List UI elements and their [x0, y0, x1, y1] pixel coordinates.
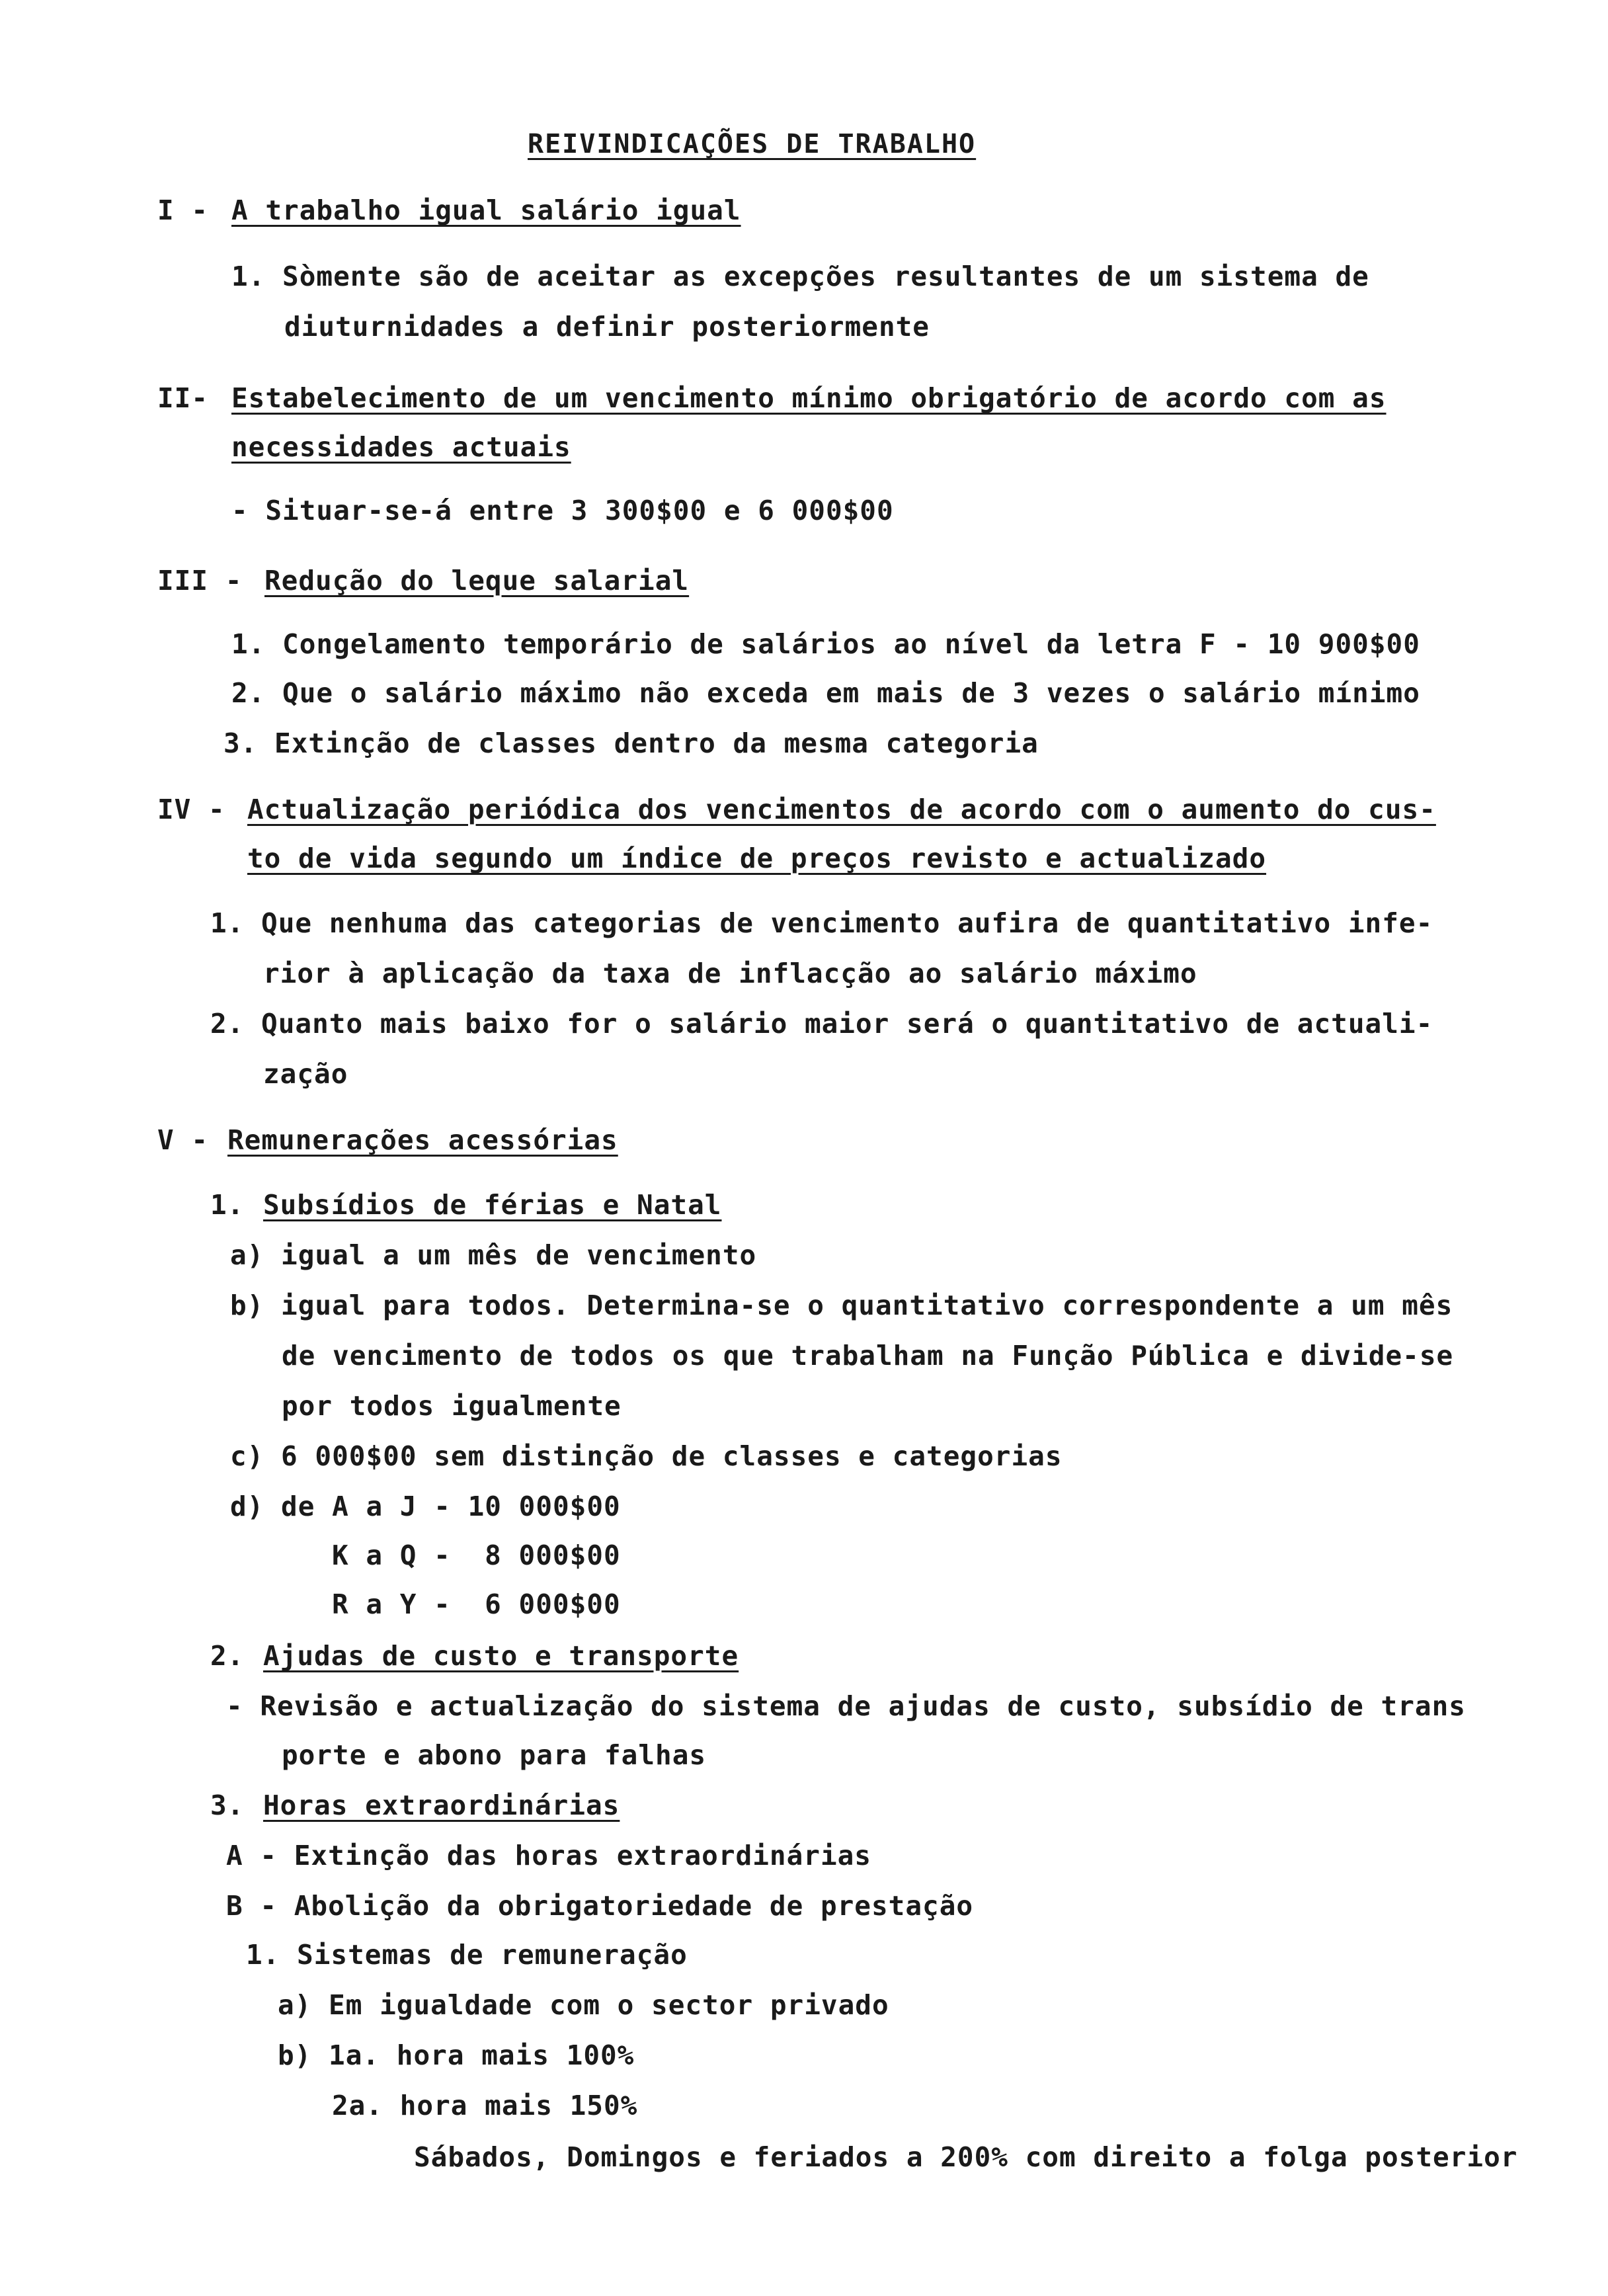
section-1-item-1-line-1: 1. Sòmente são de aceitar as excepções resultantes de um sistema de [231, 261, 1369, 292]
section-4-item-1-line-2: rior à aplicação da taxa de inflacção ao salário máximo [263, 958, 1197, 989]
section-4-item-2-line-2: zação [263, 1058, 348, 1090]
section-4-number: IV - [157, 794, 225, 825]
section-5-item-b-line-1: b) igual para todos. Determina-se o quantitativo correspondente a um mês [230, 1290, 1453, 1321]
section-5-item-a: a) igual a um mês de vencimento [230, 1239, 757, 1271]
section-4-item-1-line-1: 1. Que nenhuma das categorias de vencimento aufira de quantitativo infe- [210, 907, 1433, 939]
section-5-sub-3-item-B: B - Abolição da obrigatoriedade de prestação [226, 1890, 974, 1922]
section-5-sub-2-text-line-1: - Revisão e actualização do sistema de ajudas de custo, subsídio de trans [226, 1690, 1466, 1722]
section-5-sub-2-number: 2. [210, 1640, 245, 1672]
section-2-item-1: - Situar-se-á entre 3 300$00 e 6 000$00 [231, 495, 894, 526]
section-5-sub-3-item-B-1-b-2: 2a. hora mais 150% [332, 2090, 638, 2121]
section-5-sub-3-item-B-1: 1. Sistemas de remuneração [246, 1939, 688, 1971]
section-5-number: V - [157, 1124, 209, 1156]
section-5-sub-2-heading: Ajudas de custo e transporte [263, 1640, 739, 1672]
section-5-sub-3-number: 3. [210, 1789, 245, 1821]
section-5-item-d-line-1: d) de A a J - 10 000$00 [230, 1491, 621, 1522]
section-3-item-2: 2. Que o salário máximo não exceda em mais de 3 vezes o salário mínimo [231, 677, 1420, 709]
section-2-number: II- [157, 382, 209, 414]
section-5-sub-3-item-B-1-b: b) 1a. hora mais 100% [278, 2039, 635, 2071]
section-5-item-d-line-3: R a Y - 6 000$00 [332, 1588, 621, 1620]
section-1-number: I - [157, 194, 209, 226]
section-5-sub-1-heading: Subsídios de férias e Natal [263, 1189, 722, 1221]
section-2-heading-line-2: necessidades actuais [231, 431, 571, 463]
document-title: REIVINDICAÇÕES DE TRABALHO [528, 129, 977, 159]
section-5-sub-3-item-A: A - Extinção das horas extraordinárias [226, 1840, 871, 1871]
section-4-item-2-line-1: 2. Quanto mais baixo for o salário maior será o quantitativo de actuali- [210, 1008, 1433, 1040]
section-4-heading-line-1: Actualização periódica dos vencimentos de acordo com o aumento do cus- [247, 794, 1436, 825]
section-5-item-d-line-2: K a Q - 8 000$00 [332, 1539, 621, 1571]
section-3-item-3: 3. Extinção de classes dentro da mesma categoria [223, 727, 1039, 759]
section-5-sub-3-heading: Horas extraordinárias [263, 1789, 620, 1821]
section-1-item-1-line-2: diuturnidades a definir posteriormente [284, 311, 930, 343]
section-3-item-1: 1. Congelamento temporário de salários ao nível da letra F - 10 900$00 [231, 628, 1420, 660]
section-5-sub-3-item-B-1-a: a) Em igualdade com o sector privado [278, 1989, 889, 2021]
section-5-sub-3-item-B-1-b-3: Sábados, Domingos e feriados a 200% com direito a folga posterior [414, 2141, 1518, 2173]
section-3-number: III - [157, 565, 243, 596]
section-4-heading-line-2: to de vida segundo um índice de preços revisto e actualizado [247, 842, 1267, 874]
section-5-item-b-line-3: por todos igualmente [282, 1390, 622, 1422]
section-5-item-c: c) 6 000$00 sem distinção de classes e categorias [230, 1440, 1063, 1472]
section-1-heading: A trabalho igual salário igual [231, 194, 741, 226]
section-3-heading: Redução do leque salarial [264, 565, 690, 596]
section-5-item-b-line-2: de vencimento de todos os que trabalham na Função Pública e divide-se [282, 1340, 1454, 1372]
section-2-heading-line-1: Estabelecimento de um vencimento mínimo obrigatório de acordo com as [231, 382, 1387, 414]
section-5-sub-2-text-line-2: porte e abono para falhas [282, 1739, 707, 1771]
section-5-heading: Remunerações acessórias [227, 1124, 618, 1156]
section-5-sub-1-number: 1. [210, 1189, 245, 1221]
